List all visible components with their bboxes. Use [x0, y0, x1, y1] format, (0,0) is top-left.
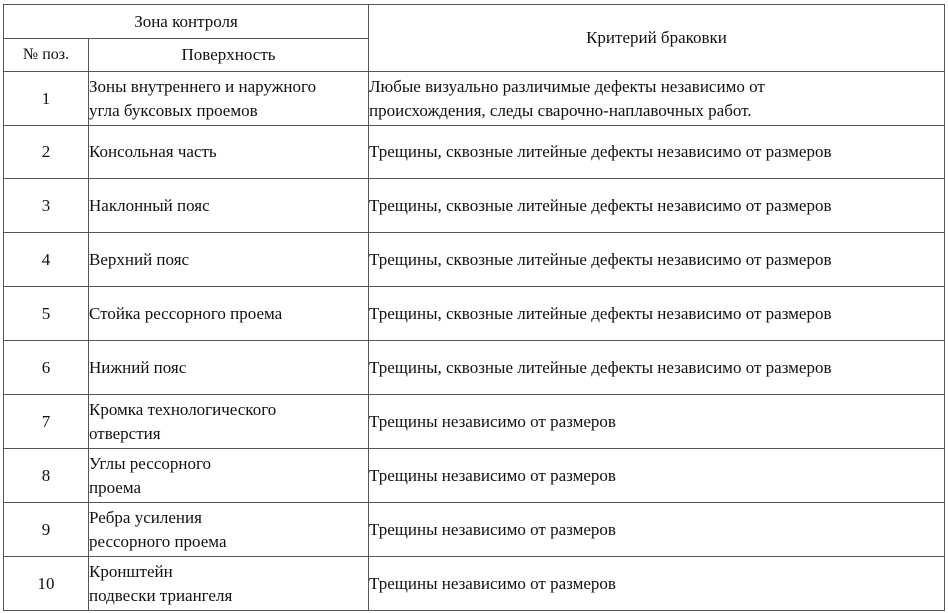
- row-surface: [89, 449, 369, 503]
- surface-line: подвески триангеля: [89, 585, 233, 605]
- criterion-line: Трещины, сквозные литейные дефекты независимо от размеров: [369, 303, 832, 323]
- table-row: [4, 72, 945, 126]
- row-number: 3: [4, 179, 89, 233]
- surface-line: отверстия: [89, 423, 161, 443]
- row-criterion: [369, 503, 945, 557]
- row-surface: [89, 503, 369, 557]
- criterion-line: Любые визуально различимые дефекты независимо от: [369, 76, 765, 96]
- row-criterion: [369, 126, 945, 179]
- row-surface: [89, 233, 369, 287]
- header-position-number: № поз.: [4, 39, 89, 72]
- row-number: 8: [4, 449, 89, 503]
- row-number: 4: [4, 233, 89, 287]
- surface-line: Углы рессорного: [89, 453, 212, 473]
- surface-line: Нижний пояс: [89, 357, 187, 377]
- surface-line: Верхний пояс: [89, 249, 190, 269]
- row-criterion: [369, 449, 945, 503]
- row-number: 2: [4, 126, 89, 179]
- row-criterion: [369, 233, 945, 287]
- row-number: 1: [4, 72, 89, 126]
- criterion-line: происхождения, следы сварочно-наплавочных работ.: [369, 100, 752, 120]
- table-row: [4, 557, 945, 611]
- row-surface: [89, 287, 369, 341]
- criterion-line: Трещины, сквозные литейные дефекты независимо от размеров: [369, 195, 832, 215]
- row-number: 7: [4, 395, 89, 449]
- criterion-line: Трещины независимо от размеров: [369, 573, 616, 593]
- row-criterion: [369, 395, 945, 449]
- header-criterion: Критерий браковки: [369, 5, 945, 72]
- surface-line: проема: [89, 477, 142, 497]
- criterion-line: Трещины независимо от размеров: [369, 519, 616, 539]
- table-row: [4, 503, 945, 557]
- criterion-line: Трещины независимо от размеров: [369, 465, 616, 485]
- row-criterion: [369, 72, 945, 126]
- table-row: [4, 233, 945, 287]
- criterion-line: Трещины независимо от размеров: [369, 411, 616, 431]
- surface-line: Ребра усиления: [89, 507, 202, 527]
- header-control-zone: Зона контроля: [4, 5, 369, 39]
- row-number: 5: [4, 287, 89, 341]
- criterion-line: Трещины, сквозные литейные дефекты независимо от размеров: [369, 249, 832, 269]
- table-row: [4, 395, 945, 449]
- surface-line: Стойка рессорного проема: [89, 303, 283, 323]
- surface-line: Консольная часть: [89, 142, 217, 161]
- row-criterion: [369, 179, 945, 233]
- surface-line: Наклонный пояс: [89, 195, 210, 215]
- surface-line: угла буксовых проемов: [89, 100, 258, 120]
- table-row: [4, 341, 945, 395]
- row-surface: [89, 341, 369, 395]
- row-surface: [89, 395, 369, 449]
- table-row: [4, 126, 945, 179]
- criterion-line: Трещины, сквозные литейные дефекты независимо от размеров: [369, 142, 832, 161]
- row-number: 9: [4, 503, 89, 557]
- row-criterion: [369, 557, 945, 611]
- row-surface: [89, 72, 369, 126]
- surface-line: Кронштейн: [89, 561, 173, 581]
- row-criterion: [369, 287, 945, 341]
- criterion-line: Трещины, сквозные литейные дефекты независимо от размеров: [369, 357, 832, 377]
- row-surface: [89, 179, 369, 233]
- row-surface: [89, 557, 369, 611]
- surface-line: Кромка технологического: [89, 399, 277, 419]
- row-criterion: [369, 341, 945, 395]
- header-row-top: [4, 5, 945, 39]
- surface-line: рессорного проема: [89, 531, 227, 551]
- header-surface: Поверхность: [89, 39, 369, 72]
- row-number: 10: [4, 557, 89, 611]
- table-row: [4, 179, 945, 233]
- surface-line: Зоны внутреннего и наружного: [89, 76, 317, 96]
- row-surface: [89, 126, 369, 179]
- criteria-table: [3, 4, 945, 611]
- table-row: [4, 449, 945, 503]
- table-row: [4, 287, 945, 341]
- row-number: 6: [4, 341, 89, 395]
